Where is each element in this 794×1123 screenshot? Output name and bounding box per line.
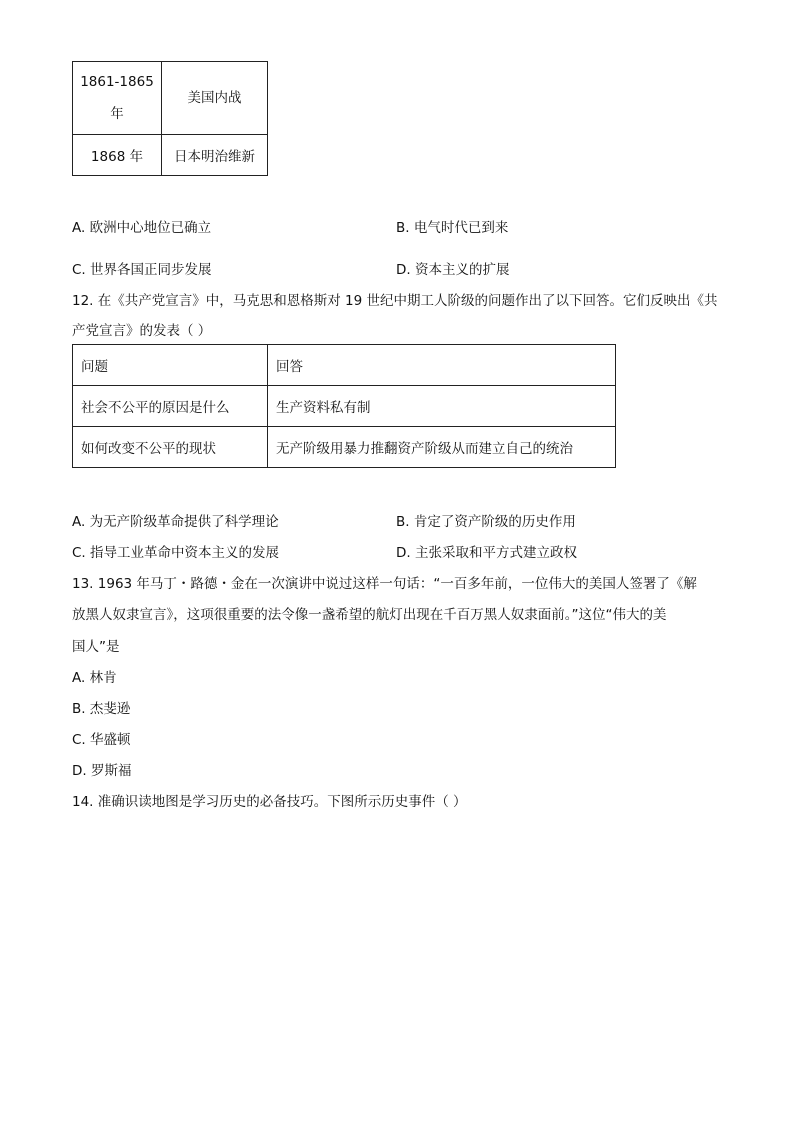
event-cell: 日本明治维新: [162, 135, 268, 176]
q14-stem: 14. 准确识读地图是学习历史的必备技巧。下图所示历史事件（ ）: [72, 794, 467, 810]
table-header: 回答: [268, 345, 616, 386]
q11-option-d: D. 资本主义的扩展: [396, 262, 510, 278]
manifesto-qa-table: [72, 344, 616, 468]
period-cell: 1861-1865 年: [73, 62, 162, 135]
table-header: 问题: [73, 345, 268, 386]
q13-option-d: D. 罗斯福: [72, 763, 132, 779]
q13-stem-line-1: 13. 1963 年马丁・路德・金在一次演讲中说过这样一句话：“一百多年前，一位伟大的美国人签署了《解: [72, 576, 697, 592]
q12-option-b: B. 肯定了资产阶级的历史作用: [396, 514, 576, 530]
history-events-table: [72, 61, 268, 176]
table-cell: 生产资料私有制: [268, 386, 616, 427]
q13-option-a: A. 林肯: [72, 670, 117, 686]
q13-stem-line-3: 国人”是: [72, 639, 120, 655]
event-cell: 美国内战: [162, 62, 268, 135]
table-cell: 如何改变不公平的现状: [73, 427, 268, 468]
table-cell: 社会不公平的原因是什么: [73, 386, 268, 427]
q12-option-c: C. 指导工业革命中资本主义的发展: [72, 545, 280, 561]
q11-option-b: B. 电气时代已到来: [396, 220, 509, 236]
table-cell: 无产阶级用暴力推翻资产阶级从而建立自己的统治: [268, 427, 616, 468]
q13-option-b: B. 杰斐逊: [72, 701, 131, 717]
q12-stem-line-2: 产党宣言》的发表（ ）: [72, 323, 212, 339]
q13-stem-line-2: 放黑人奴隶宣言》，这项很重要的法令像一盏希望的航灯出现在千百万黑人奴隶面前。”这位“伟大的美: [72, 607, 667, 623]
q13-option-c: C. 华盛顿: [72, 732, 131, 748]
period-cell: 1868 年: [73, 135, 162, 176]
q12-option-a: A. 为无产阶级革命提供了科学理论: [72, 514, 279, 530]
q11-option-a: A. 欧洲中心地位已确立: [72, 220, 212, 236]
q12-stem-line-1: 12. 在《共产党宣言》中，马克思和恩格斯对 19 世纪中期工人阶级的问题作出了以下回答。它们反映出《共: [72, 293, 718, 309]
q12-option-d: D. 主张采取和平方式建立政权: [396, 545, 577, 561]
q11-option-c: C. 世界各国正同步发展: [72, 262, 212, 278]
